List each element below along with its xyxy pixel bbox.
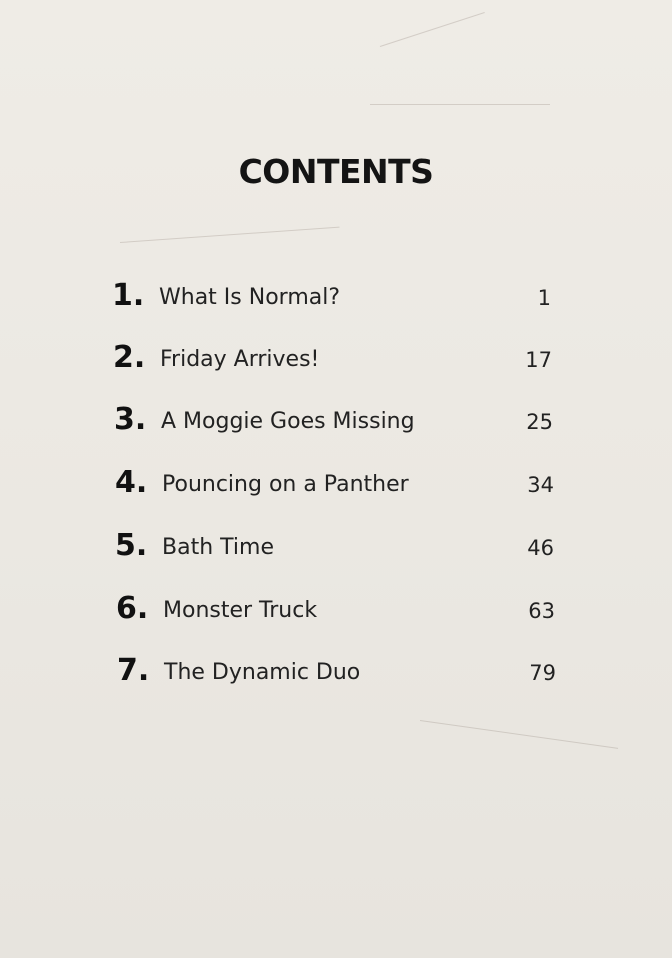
chapter-title: What Is Normal? xyxy=(159,285,341,310)
page-number: 79 xyxy=(529,661,556,685)
paper-crease xyxy=(380,12,485,47)
page-number: 17 xyxy=(525,348,552,372)
paper-crease xyxy=(420,720,618,749)
chapter-number: 2. xyxy=(113,340,146,375)
chapter-number: 1. xyxy=(112,278,145,313)
toc-entry-5 xyxy=(115,526,560,566)
chapter-number: 3. xyxy=(114,402,147,437)
toc-entry-7 xyxy=(117,651,562,691)
page-number: 1 xyxy=(537,286,551,310)
paper-crease xyxy=(370,104,550,105)
chapter-number: 7. xyxy=(117,653,150,688)
chapter-number: 6. xyxy=(116,591,149,626)
toc-entry-4 xyxy=(115,463,560,503)
chapter-title: Monster Truck xyxy=(163,598,318,623)
toc-entry-2 xyxy=(113,338,558,378)
toc-entry-1 xyxy=(112,276,557,316)
page-number: 63 xyxy=(528,599,555,623)
chapter-title: Bath Time xyxy=(162,535,274,560)
chapter-title: A Moggie Goes Missing xyxy=(161,409,415,434)
chapter-number: 4. xyxy=(115,465,148,500)
paper-crease xyxy=(120,227,340,243)
page-number: 25 xyxy=(526,410,553,434)
chapter-title: The Dynamic Duo xyxy=(164,660,361,685)
chapter-title: Friday Arrives! xyxy=(160,347,320,372)
page-title: CONTENTS xyxy=(238,152,434,191)
page-number: 34 xyxy=(527,473,554,497)
page-number: 46 xyxy=(527,536,554,560)
chapter-title: Pouncing on a Panther xyxy=(162,472,409,497)
toc-entry-6 xyxy=(116,589,561,629)
chapter-number: 5. xyxy=(115,528,148,563)
toc-entry-3 xyxy=(114,400,559,440)
